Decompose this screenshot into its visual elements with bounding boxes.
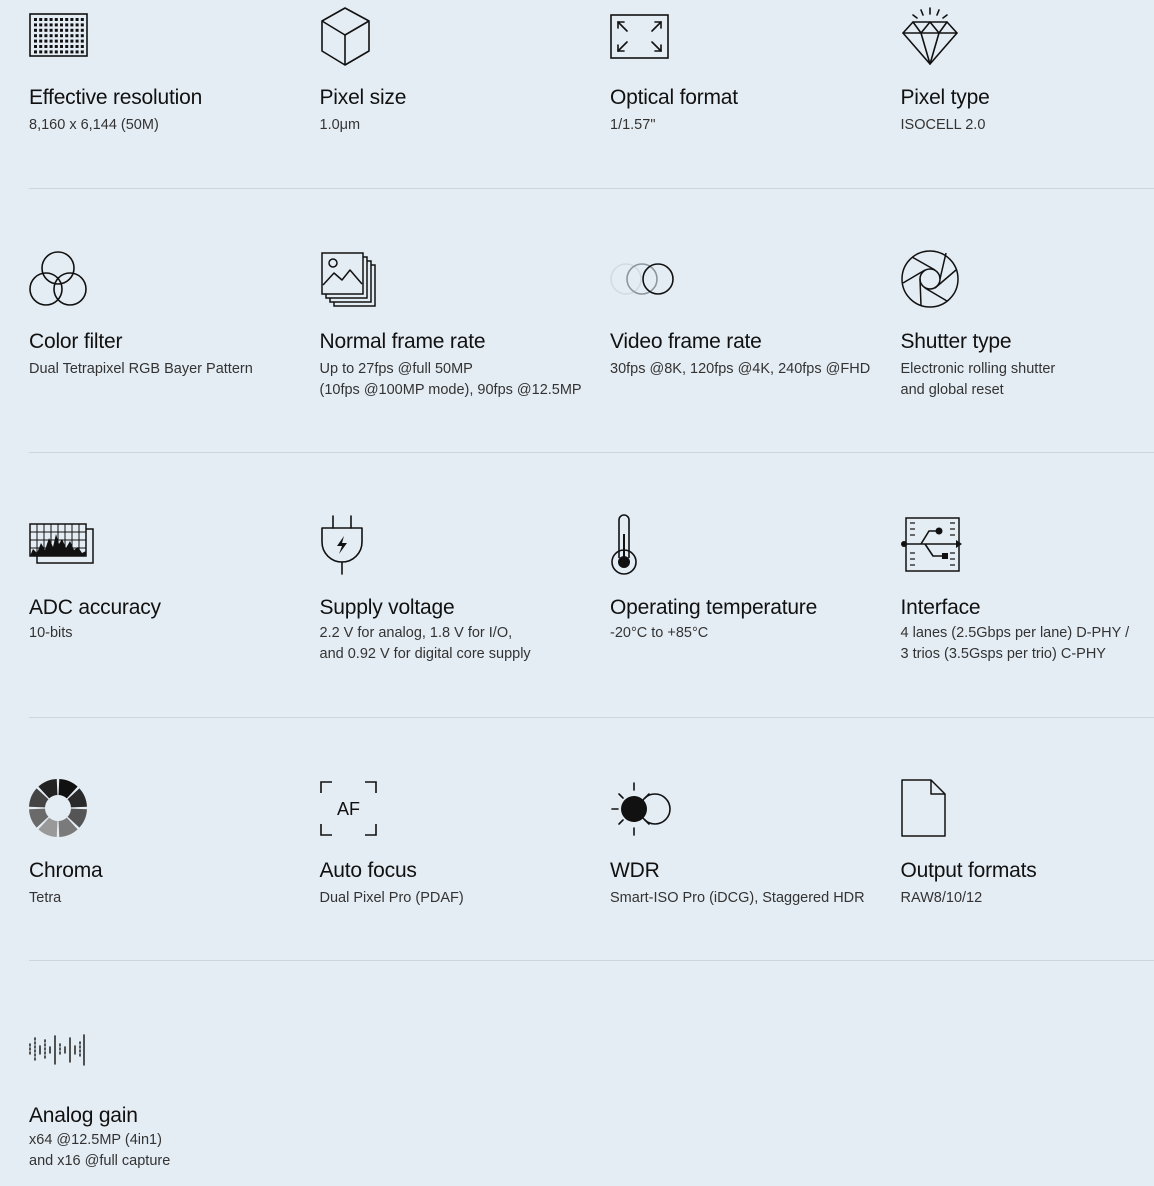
spec-item-video-frame-rate [610,189,901,452]
spec-item-operating-temperature [610,453,901,717]
spec-title: Shutter type [901,329,1012,355]
circuit-board-icon [901,516,965,580]
pixel-grid-icon [29,12,93,76]
power-plug-icon [320,514,384,578]
spec-item-shutter-type [901,189,1154,452]
spec-item-adc-accuracy [29,453,320,717]
spec-item-auto-focus [320,718,611,960]
thermometer-icon [610,514,674,578]
spec-value: RAW8/10/12 [901,888,983,909]
spec-title: WDR [610,858,660,884]
spec-grid [29,0,1154,1186]
spec-title: Normal frame rate [320,329,486,355]
spec-title: Output formats [901,858,1037,884]
document-icon [901,779,965,843]
spec-item-output-formats [901,718,1154,960]
spec-value: 8,160 x 6,144 (50M) [29,115,159,136]
spec-title: Color filter [29,329,122,355]
spec-title: Pixel size [320,85,407,111]
spec-value: Tetra [29,888,61,909]
spec-row [29,718,1154,961]
spec-item-effective-resolution [29,0,320,188]
spec-value: Dual Tetrapixel RGB Bayer Pattern [29,359,253,380]
color-circles-icon [29,250,93,314]
spec-item-pixel-type [901,0,1154,188]
cube-icon [320,6,384,70]
spec-title: Supply voltage [320,595,455,621]
spec-value: 10-bits [29,623,73,644]
wdr-sun-icon [610,781,674,845]
spec-title: ADC accuracy [29,595,161,621]
waveform-icon [29,1034,93,1098]
spec-title: Operating temperature [610,595,817,621]
chroma-ring-icon [29,779,93,843]
spec-title: Interface [901,595,981,621]
af-label: AF [336,799,359,819]
spec-row [29,189,1154,453]
spec-value: Up to 27fps @full 50MP (10fps @100MP mode), 90fps @12.5MP [320,359,582,401]
spec-value: Smart-ISO Pro (iDCG), Staggered HDR [610,888,865,909]
spec-row [29,0,1154,189]
spec-title: Pixel type [901,85,990,111]
spec-title: Analog gain [29,1103,138,1129]
spec-value: 30fps @8K, 120fps @4K, 240fps @FHD [610,359,870,380]
expand-arrows-icon [610,14,674,78]
spec-value: ISOCELL 2.0 [901,115,986,136]
spec-value: 1/1.57" [610,115,655,136]
spec-title: Effective resolution [29,85,202,111]
spec-item-wdr [610,718,901,960]
spec-item-optical-format [610,0,901,188]
spec-title: Chroma [29,858,103,884]
spec-value: Dual Pixel Pro (PDAF) [320,888,464,909]
spec-row [29,453,1154,718]
spec-item-analog-gain [29,961,320,1186]
motion-circles-icon [610,263,674,327]
spec-title: Video frame rate [610,329,762,355]
image-stack-icon [320,251,384,315]
spec-item-supply-voltage [320,453,611,717]
spec-value: 4 lanes (2.5Gbps per lane) D-PHY / 3 trios (3.5Gsps per trio) C-PHY [901,623,1130,665]
spec-title: Auto focus [320,858,417,884]
aperture-icon [901,250,965,314]
spec-item-chroma [29,718,320,960]
spec-item-pixel-size [320,0,611,188]
histogram-icon [29,523,93,587]
spec-item-interface [901,453,1154,717]
spec-value: -20°C to +85°C [610,623,708,644]
spec-item-color-filter [29,189,320,452]
spec-value: 2.2 V for analog, 1.8 V for I/O, and 0.92 V for digital core supply [320,623,531,665]
spec-title: Optical format [610,85,738,111]
autofocus-icon [320,781,384,845]
spec-value: 1.0μm [320,115,361,136]
diamond-icon [901,6,965,70]
spec-value: x64 @12.5MP (4in1) and x16 @full capture [29,1130,170,1172]
spec-row [29,961,1154,1186]
spec-item-normal-frame-rate [320,189,611,452]
spec-value: Electronic rolling shutter and global reset [901,359,1056,401]
